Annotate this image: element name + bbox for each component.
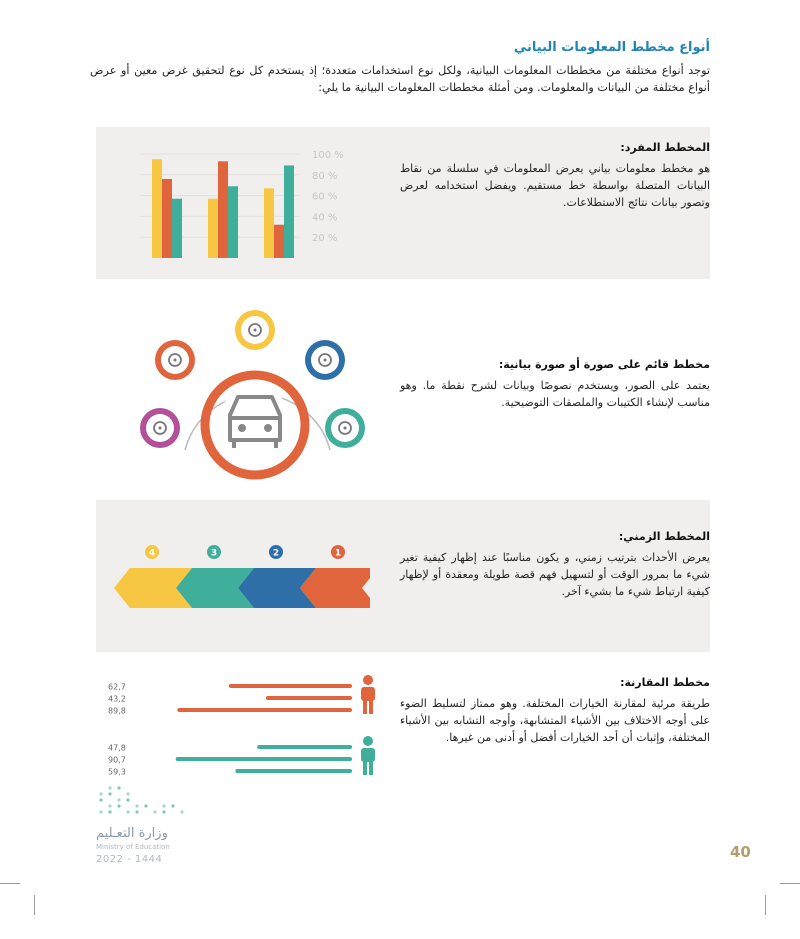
- person-body: [361, 687, 375, 701]
- logo-dot: [135, 810, 138, 813]
- ministry-name-arabic: وزارة التعـليم: [96, 826, 168, 841]
- section-body: يعرض الأحداث بترتيب زمني، و يكون مناسبًا عند إظهار كيفية تغير شيء ما بمرور الوقت أو لتسهيل فهم قصة طويلة ومعقدة أو لإظهار كيفية ارتباط شيء ما بشيء آخر.: [400, 551, 710, 598]
- image-infographic: [130, 300, 370, 480]
- comparison-value-label: 90,7: [108, 755, 126, 765]
- comparison-value-label: 59,3: [108, 767, 126, 777]
- logo-dot: [117, 804, 120, 807]
- timeline-number: 4: [148, 548, 156, 559]
- page-number: 40: [730, 843, 751, 861]
- section-timeline-text: [400, 530, 710, 600]
- logo-dot: [126, 798, 129, 801]
- bar: [264, 188, 274, 258]
- y-tick-label: 40 %: [312, 212, 338, 224]
- gear-icon: [305, 340, 345, 380]
- section-body: يعتمد على الصور، ويستخدم نصوصًا وبيانات لشرح نقطة ما. وهو مناسب لإنشاء الكتيبات والملصقات التوضيحية.: [400, 379, 710, 409]
- person-leg: [363, 761, 367, 775]
- timeline-number: 1: [334, 548, 342, 559]
- section-comparison-text: [400, 676, 710, 746]
- comparison-value-label: 43,2: [108, 694, 126, 704]
- section-image-chart-text: [400, 358, 710, 411]
- person-body: [361, 748, 375, 762]
- person-leg: [369, 761, 373, 775]
- satellite-glyph-dot: [324, 359, 327, 362]
- satellite-glyph-dot: [159, 427, 162, 430]
- y-tick-label: 100 %: [312, 150, 344, 161]
- crop-mark: [34, 895, 35, 915]
- section-body: هو مخطط معلومات بياني يعرض المعلومات في سلسلة من نقاط البيانات المتصلة بواسطة خط مستقيم. ويفضل استخدامه لعرض وتصور بيانات نتائج الاستطلاعات.: [400, 162, 710, 209]
- person-head: [363, 736, 373, 746]
- bar: [218, 161, 228, 258]
- logo-dot: [162, 810, 165, 813]
- intro-paragraph: توجد أنواع مختلفة من مخططات المعلومات البيانية، ولكل نوع استخدامات متعددة؛ إذ يستخدم كل نوع لتحقيق غرض معين أو عرض أنواع مختلفة من البيانات والمعلومات. ومن أمثلة مخططات المعلومات البيانية ما يلي:: [90, 64, 710, 94]
- section-title: المخطط المفرد:: [620, 141, 710, 154]
- timeline-steps: [114, 545, 370, 608]
- timeline-number: 3: [210, 548, 218, 559]
- bar: [152, 159, 162, 258]
- logo-dot: [180, 810, 183, 813]
- crop-mark: [780, 883, 800, 884]
- person-leg: [369, 700, 373, 714]
- logo-dot: [171, 804, 174, 807]
- logo-dot: [99, 810, 102, 813]
- logo-dot: [108, 792, 111, 795]
- section-heading: أنواع مخطط المعلومات البياني: [513, 40, 710, 55]
- clock-icon: [155, 340, 195, 380]
- logo-dot: [135, 804, 138, 807]
- ministry-logo-dots: [95, 782, 195, 822]
- bar-chart-ticks: [312, 150, 344, 244]
- crop-mark: [0, 883, 20, 884]
- crop-mark: [765, 895, 766, 915]
- comparison-value-label: 89,8: [108, 706, 126, 716]
- satellite-glyph-dot: [344, 427, 347, 430]
- person-leg: [363, 700, 367, 714]
- section-title: المخطط الزمني:: [618, 530, 710, 543]
- bar: [284, 165, 294, 258]
- person-head: [363, 675, 373, 685]
- logo-dot: [108, 804, 111, 807]
- y-tick-label: 20 %: [312, 233, 338, 245]
- logo-dot: [117, 786, 120, 789]
- logo-dot: [126, 810, 129, 813]
- bar: [172, 199, 182, 258]
- academic-year: 2022 - 1444: [96, 854, 163, 865]
- logo-dot: [108, 786, 111, 789]
- comparison-value-label: 62,7: [108, 682, 126, 692]
- user-voice-icon: [325, 408, 365, 448]
- logo-dot: [117, 798, 120, 801]
- logo-dot: [153, 810, 156, 813]
- bar: [208, 199, 218, 258]
- section-single-chart-text: [400, 141, 710, 211]
- timeline-graphic: [110, 540, 370, 620]
- y-tick-label: 60 %: [312, 191, 338, 203]
- satellite-glyph-dot: [254, 329, 257, 332]
- section-body: طريقة مرئية لمقارنة الخيارات المختلفة. وهو ممتاز لتسليط الضوء على أوجه الاختلاف بين الأشياء المتشابهة، وأوجه التشابه بين الأشياء المختلفة، وإثبات أن أحد الخيارات أفضل أو أدنى من غيرها.: [400, 697, 710, 744]
- satellite-glyph-dot: [174, 359, 177, 362]
- bar-chart: [140, 140, 380, 265]
- timeline-number: 2: [272, 548, 280, 559]
- comparison-chart: [100, 672, 390, 782]
- logo-dot: [162, 804, 165, 807]
- section-title: مخطط قائم على صورة أو صورة بيانية:: [498, 358, 710, 371]
- bar: [162, 179, 172, 258]
- ministry-name-english: Ministry of Education: [96, 843, 170, 851]
- person-icon: [361, 675, 375, 714]
- logo-dot: [108, 810, 111, 813]
- comparison-value-label: 47,8: [108, 743, 126, 753]
- bar-chart-bars: [152, 159, 294, 258]
- document-icon: [140, 408, 180, 448]
- bar: [274, 225, 284, 258]
- logo-dot: [144, 804, 147, 807]
- y-tick-label: 80 %: [312, 170, 338, 182]
- logo-dot: [126, 792, 129, 795]
- comparison-people: [361, 675, 375, 775]
- person-icon: [361, 736, 375, 775]
- section-title: مخطط المقارنة:: [620, 676, 710, 689]
- bar: [228, 186, 238, 258]
- lock-icon: [235, 310, 275, 350]
- comparison-rows: [108, 683, 350, 777]
- logo-dot: [99, 792, 102, 795]
- logo-dot: [99, 798, 102, 801]
